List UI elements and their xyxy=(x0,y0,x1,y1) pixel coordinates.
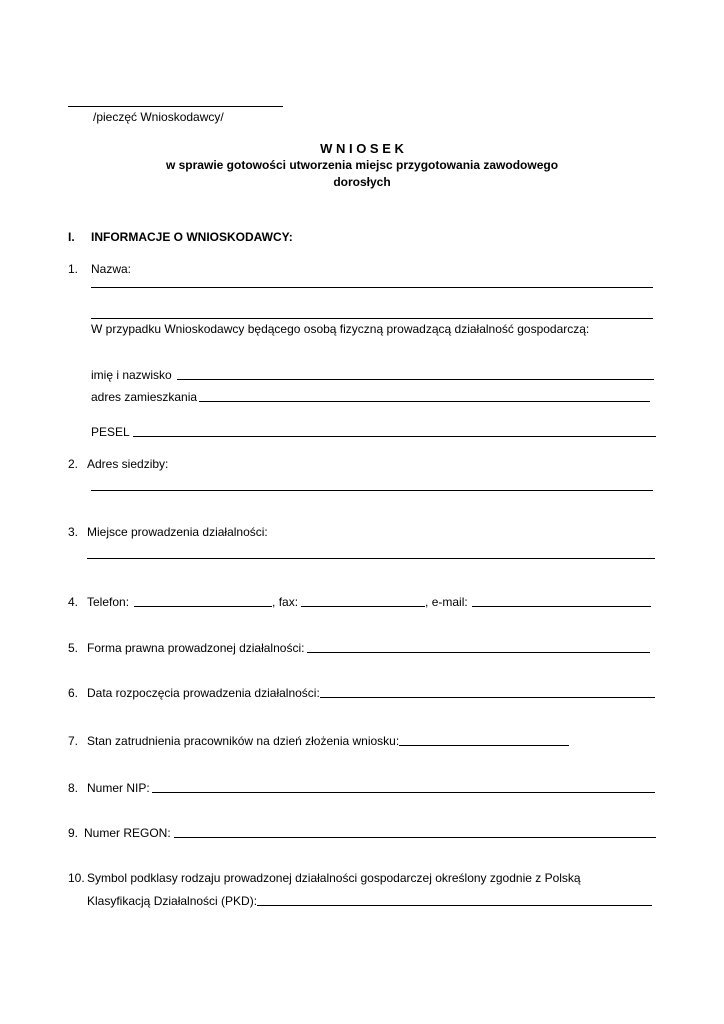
field-number: 8. xyxy=(68,781,79,795)
pkd-label-line1: Symbol podklasy rodzaju prowadzonej działalności gospodarczej określony zgodnie z Polską xyxy=(87,871,581,885)
regon-input-line[interactable] xyxy=(174,836,656,838)
employment-input-line[interactable] xyxy=(399,744,569,746)
field-number: 10. xyxy=(68,871,85,885)
business-location-input-line[interactable] xyxy=(87,558,655,559)
nip-row xyxy=(87,781,655,795)
start-date-label: Data rozpoczęcia prowadzenia działalności: xyxy=(87,686,320,700)
name-input-line-2[interactable] xyxy=(91,318,653,319)
name-input-line-1[interactable] xyxy=(91,287,653,288)
legal-form-input-line[interactable] xyxy=(307,651,650,653)
legal-form-label: Forma prawna prowadzonej działalności: xyxy=(87,641,305,655)
document-subtitle-line1: w sprawie gotowości utworzenia miejsc przygotowania zawodowego xyxy=(165,158,559,172)
document-title: W N I O S E K xyxy=(320,141,404,156)
field-number: 6. xyxy=(68,686,79,700)
phone-input-line[interactable] xyxy=(134,605,272,607)
pkd-row xyxy=(87,894,652,908)
section-title: INFORMACJE O WNIOSKODAWCY: xyxy=(91,230,293,244)
contact-row xyxy=(87,595,651,609)
pesel-input-line[interactable] xyxy=(133,435,656,437)
fax-input-line[interactable] xyxy=(301,605,425,607)
start-date-row xyxy=(87,686,655,700)
regon-row xyxy=(84,826,656,840)
field-number: 4. xyxy=(68,595,79,609)
regon-label: Numer REGON: xyxy=(84,826,171,840)
seat-address-input-line[interactable] xyxy=(91,490,653,491)
person-name-input-line[interactable] xyxy=(177,378,654,380)
field-number: 2. xyxy=(68,457,79,471)
field-number: 5. xyxy=(68,641,79,655)
person-name-label: imię i nazwisko xyxy=(91,368,172,382)
pesel-row xyxy=(91,425,656,439)
field-number: 1. xyxy=(68,262,79,276)
fax-label: , fax: xyxy=(272,595,299,609)
field-number: 3. xyxy=(68,525,79,539)
section-number: I. xyxy=(68,230,75,244)
person-address-input-line[interactable] xyxy=(199,400,650,402)
person-name-row xyxy=(91,368,654,382)
seat-address-label: Adres siedziby: xyxy=(87,457,169,471)
employment-row xyxy=(87,734,569,748)
employment-label: Stan zatrudnienia pracowników na dzień złożenia wniosku: xyxy=(87,734,400,748)
pkd-input-line[interactable] xyxy=(257,904,652,906)
email-input-line[interactable] xyxy=(472,605,651,607)
stamp-line xyxy=(68,106,283,107)
nip-input-line[interactable] xyxy=(152,791,655,793)
nip-label: Numer NIP: xyxy=(87,781,150,795)
stamp-label: /pieczęć Wnioskodawcy/ xyxy=(93,110,224,124)
pkd-label-line2: Klasyfikacją Działalności (PKD): xyxy=(87,894,258,908)
business-location-label: Miejsce prowadzenia działalności: xyxy=(87,525,268,539)
email-label: , e-mail: xyxy=(425,595,468,609)
person-address-row xyxy=(91,390,650,404)
pesel-label: PESEL xyxy=(91,425,130,439)
person-address-label: adres zamieszkania xyxy=(91,390,198,404)
individual-note: W przypadku Wnioskodawcy będącego osobą fizyczną prowadzącą działalność gospodarczą: xyxy=(91,322,590,336)
phone-label: Telefon: xyxy=(87,595,130,609)
field-number: 9. xyxy=(68,826,79,840)
name-label: Nazwa: xyxy=(91,262,132,276)
legal-form-row xyxy=(87,641,650,655)
document-subtitle-line2: dorosłych xyxy=(333,175,391,189)
field-number: 7. xyxy=(68,734,79,748)
start-date-input-line[interactable] xyxy=(320,696,655,698)
